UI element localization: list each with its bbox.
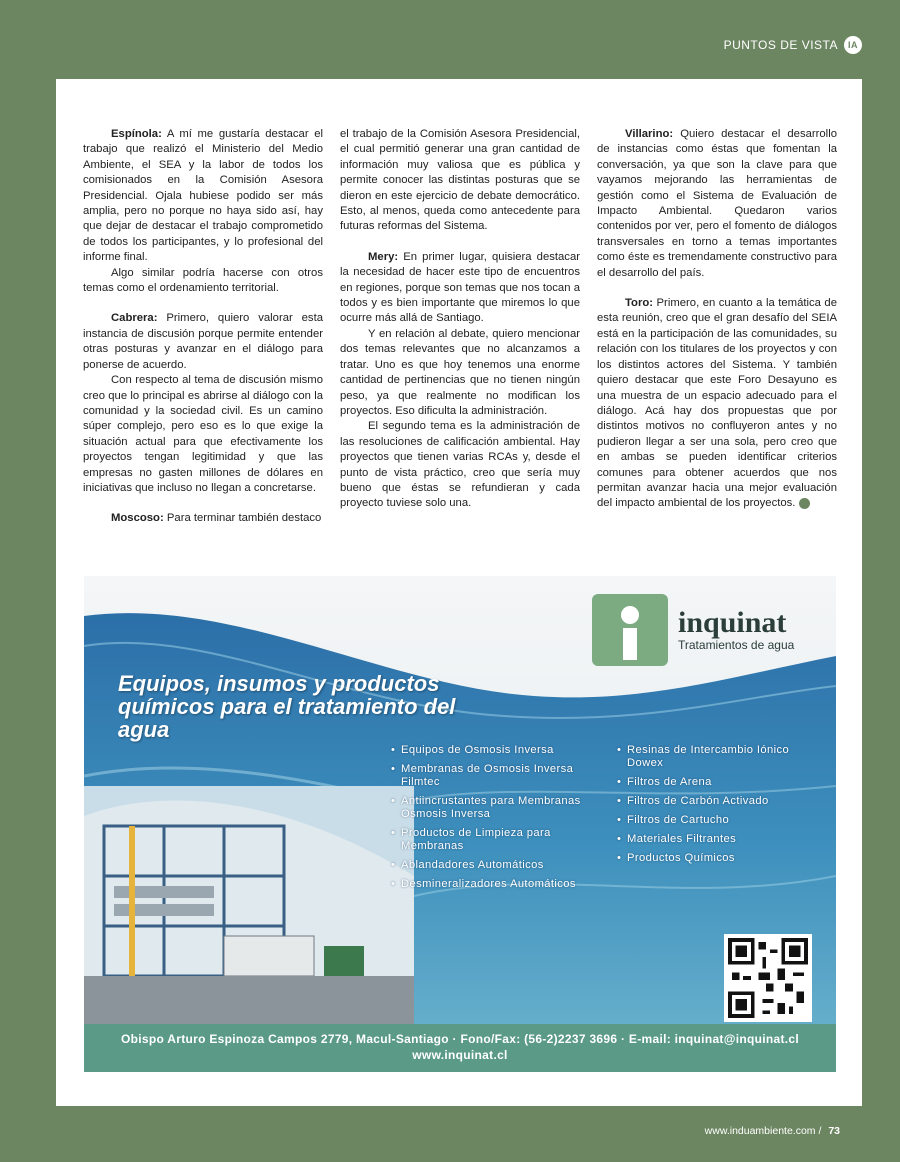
list-item: • Desmineralizadores Automáticos xyxy=(391,878,611,891)
paragraph xyxy=(340,419,580,511)
speaker-name: Mery: xyxy=(368,250,399,263)
paragraph xyxy=(597,127,837,281)
paragraph xyxy=(83,511,323,526)
speaker-name: Moscoso: xyxy=(111,512,164,525)
paragraph-text: El segundo tema es la administración de las resoluciones de calificación ambiental. Hay proyectos que tienen varias RCAs y, desde el punto de vista práctico, creo que sería muy bueno que éstas se refundieran y cada proyecto tuviese solo una. xyxy=(340,420,580,510)
article-column-1 xyxy=(83,127,323,527)
qr-code-icon[interactable] xyxy=(724,934,812,1022)
paragraph xyxy=(83,373,323,496)
inquinat-logo xyxy=(592,594,794,666)
paragraph xyxy=(83,127,323,266)
list-item: • Productos Químicos xyxy=(617,852,817,865)
paragraph xyxy=(83,311,323,373)
paragraph-text: Para terminar también destaco xyxy=(163,512,322,525)
list-item: • Filtros de Cartucho xyxy=(617,814,817,827)
magazine-logo-icon: IA xyxy=(844,36,862,54)
list-item: • Membranas de Osmosis Inversa Filmtec xyxy=(391,763,611,789)
ad-headline: Equipos, insumos y productos químicos para el tratamiento del agua xyxy=(118,671,456,742)
treatment-plant-photo xyxy=(84,786,414,1024)
list-item: • Productos de Limpieza para Membranas xyxy=(391,827,611,853)
paragraph-text: Algo similar podría hacerse con otros temas como el ordenamiento territorial. xyxy=(83,266,323,295)
inquinat-logo-icon xyxy=(592,594,668,666)
paragraph-text: el trabajo de la Comisión Asesora Presidencial, el cual permitió generar una gran cantidad de información muy valiosa que es pública y permite conocer las distintas posturas que se dieron en este ejercicio de debate democrático. Esto, al menos, queda como antecedente para futuras reformas del Sistema. xyxy=(340,128,580,233)
product-list-2 xyxy=(617,744,817,871)
list-item: • Antiincrustantes para Membranas Osmosis Inversa xyxy=(391,795,611,821)
product-list-1 xyxy=(391,744,611,897)
paragraph-text: A mí me gustaría destacar el trabajo que realizó el Ministerio del Medio Ambiente, el SEA y la labor de todos los comisionados en la Comisión Asesora Presidencial. Ojala hubiese podido ser más amplia, pero no porque no haya sido así, hay que dejar de destacar el trabajo comprometido de todos los participantes, y lo profesional del informe final. xyxy=(83,128,323,264)
list-item: • Resinas de Intercambio Iónico Dowex xyxy=(617,744,817,770)
separator: / xyxy=(818,1125,822,1137)
speaker-name: Toro: xyxy=(625,297,654,310)
page-content xyxy=(56,79,862,1106)
paragraph-text: Con respecto al tema de discusión mismo creo que lo principal es abrirse al diálogo con la comunidad y la sociedad civil. Es un camino súper complejo, pero eso es lo que exige la situación actual para que efectivamente los proyectos tengan legitimidad y que las empresas no gasten millones de dólares en iniciativas que incluso no llegan a concretarse. xyxy=(83,374,323,494)
list-item: • Filtros de Carbón Activado xyxy=(617,795,817,808)
paragraph xyxy=(83,266,323,297)
paragraph xyxy=(340,250,580,327)
section-header xyxy=(724,36,862,54)
article-column-2 xyxy=(340,127,580,512)
paragraph xyxy=(597,296,837,512)
speaker-name: Villarino: xyxy=(625,128,674,140)
paragraph-text: Quiero destacar el desarrollo de instancias como éstas que fomentan la conversación, ya que son la clave para que vayamos mejorando las herramientas de gestión como el Sistema de Evaluación de Impacto Ambiental. Quedaron varios contenidos por ver, pero el fomento de diálogos transversales en torno a temas importantes como éste es tremendamente constructivo para el desarrollo del país. xyxy=(597,128,837,279)
section-title: PUNTOS DE VISTA xyxy=(723,38,838,52)
ad-website-link[interactable]: www.inquinat.cl xyxy=(412,1048,508,1062)
ad-contact-bar xyxy=(84,1024,836,1072)
brand-name: inquinat xyxy=(678,606,787,639)
page-footer xyxy=(705,1125,840,1137)
paragraph xyxy=(340,127,580,235)
ad-address: Obispo Arturo Espinoza Campos 2779, Macul-Santiago · Fono/Fax: (56-2)2237 3696 · E-mail: inquinat@inquinat.cl xyxy=(120,1032,800,1046)
site-url[interactable]: www.induambiente.com xyxy=(704,1125,816,1137)
paragraph-text: Primero, quiero valorar esta instancia de discusión porque permite entender otras posturas y avanzar en el diálogo para ponerse de acuerdo. xyxy=(83,312,323,371)
paragraph-text: Primero, en cuanto a la temática de esta reunión, creo que el gran desafío del SEIA está en la participación de las comunidades, su relación con los titulares de los proyectos y con los distintos actores del Sistema. Y también quiero destacar que este Foro Desayuno es una muestra de un espacio adecuado para el diálogo. Acá hay dos propuestas que por distintos motivos no confluyeron antes y no pudieron llegar a ser una sola, pero creo que en ambas se pueden identificar criterios comunes para obtener acuerdos que nos permitan avanzar hacia una mejor evaluación del impacto ambiental de los proyectos. xyxy=(597,297,837,510)
paragraph-text: Y en relación al debate, quiero mencionar dos temas relevantes que no alcanzamos a tratar. Uno es que hoy tenemos una enorme cantidad de pertinencias que no tienen ningún peso, ya que realmente no modifican los proyectos. Eso dificulta la administración. xyxy=(340,327,580,417)
list-item: • Filtros de Arena xyxy=(617,776,817,789)
speaker-name: Cabrera: xyxy=(111,312,158,325)
paragraph xyxy=(340,327,580,419)
list-item: • Equipos de Osmosis Inversa xyxy=(391,744,611,757)
brand-tagline: Tratamientos de agua xyxy=(678,638,795,652)
list-item: • Ablandadores Automáticos xyxy=(391,859,611,872)
page-number: 73 xyxy=(828,1125,840,1137)
article-column-3 xyxy=(597,127,837,512)
speaker-name: Espínola: xyxy=(111,128,162,140)
advertisement[interactable] xyxy=(84,576,836,1072)
list-item: • Materiales Filtrantes xyxy=(617,833,817,846)
end-mark-icon xyxy=(799,498,810,509)
paragraph-text: En primer lugar, quisiera destacar la necesidad de hacer este tipo de encuentros en regiones, porque son temas que nos tocan a todos y es bien importante que miremos lo que ocurre más allá de Santiago. xyxy=(340,250,580,325)
